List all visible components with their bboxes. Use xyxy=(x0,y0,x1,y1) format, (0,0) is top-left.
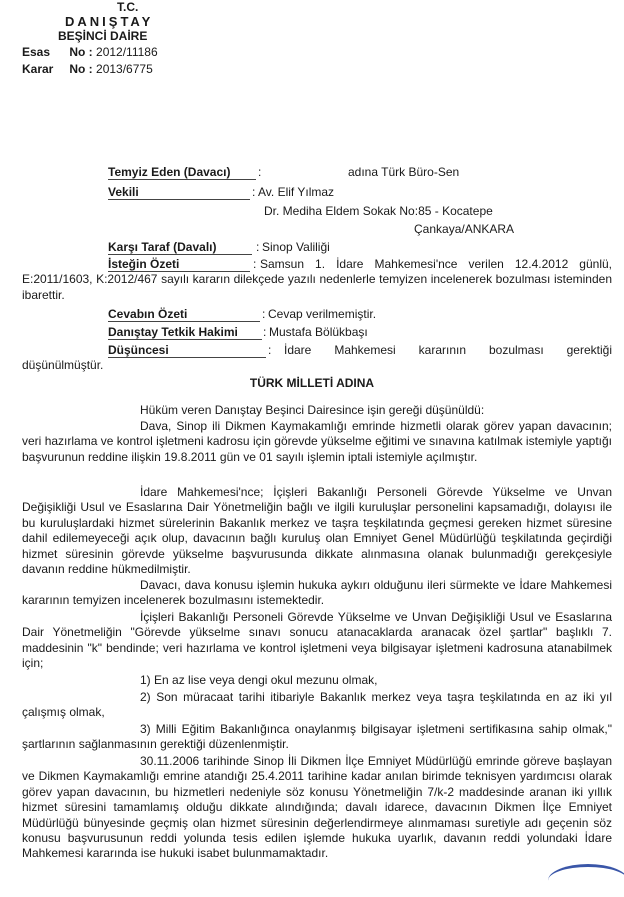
body-paragraph: 1) En az lise veya dengi okul mezunu olmak, xyxy=(140,673,378,687)
karsi-taraf-label: Karşı Taraf (Davalı) xyxy=(108,240,252,255)
karsi-taraf-value: Sinop Valiliği xyxy=(262,240,330,254)
case-esas xyxy=(22,45,158,59)
header-institution: DANIŞTAY xyxy=(65,14,154,29)
esas-label: Esas xyxy=(22,45,51,59)
colon: : xyxy=(258,165,262,179)
case-karar xyxy=(22,62,153,76)
colon: : xyxy=(263,325,267,339)
header-tc: T.C. xyxy=(117,0,139,14)
header-department: BEŞİNCİ DAİRE xyxy=(58,29,148,43)
cevabin-ozeti-label: Cevabın Özeti xyxy=(108,307,260,322)
body-paragraph: İdare Mahkemesi'nce; İçişleri Bakanlığı Personeli Görevde Yükselme ve Unvan Değişikliği Usul ve Esaslarına Dair Yönetmeliğin bağlı ve ilgili kuruluşlar personelini kapsamadığı, dolayısı ile bu kuruluşlardaki hizmet sürelerinin Bakanlık merkez ve taşra teşkilatında geçmesi gereken hizmet süresine dahil edilemeyeceği açık olup, davacının bağlı kuruluş olan Emniyet Genel Müdürlüğü teşkilatında geçirdiği hizmet süresinin görevde yükselme başvurusunda dikkate alınmasına olanak bulunmadığı gerekçesiyle davanın reddine hükmedilmiştir. xyxy=(22,485,612,577)
body-paragraph: 30.11.2006 tarihinde Sinop İli Dikmen İlçe Emniyet Müdürlüğü emrinde göreve başlayan ve Dikmen Kaymakamlığı emrine atandığı 25.4.2011 tarihine kadar anılan birimde teknisyen yardımcısı olarak görev yapan davacının, bu hizmetleri nedeniyle söz konusu Yönetmeliğin 7/k-2 maddesinde aranan iki yıllık hizmet süresini tamamlamış olduğu dikkate alındığında; davalı idarece, davacının Dikmen İlçe Emniyet Müdürlüğü bünyesinde geçmiş olan hizmet süresinin değerlendirmeye alınmaması suretiyle adı geçenin söz konusu başvurusunun reddi yolunda tesis edilen işlemde hukuka uyarlık, davanın reddi yolundaki İdare Mahkemesi kararında ise hukuki isabet bulunmamaktadır. xyxy=(22,754,612,861)
body-paragraph: 2) Son müracaat tarihi itibariyle Bakanlık merkez veya taşra teşkilatında en az iki yıl çalışmış olmak, xyxy=(22,690,612,720)
dusuncesi-text: İdare Mahkemesi kararının bozulması gerektiği düşünülmüştür. xyxy=(22,343,612,373)
colon: : xyxy=(253,257,257,271)
body-paragraph: Davacı, dava konusu işlemin hukuka aykırı olduğunu ileri sürmekte ve İdare Mahkemesi kararının temyizen incelenerek bozulmasını istemektedir. xyxy=(22,578,612,608)
karar-value: 2013/6775 xyxy=(96,62,153,76)
colon: : xyxy=(262,307,266,321)
karar-no-label: No : xyxy=(69,62,93,76)
body-paragraph: İçişleri Bakanlığı Personeli Görevde Yükselme ve Unvan Değişikliği Usul ve Esaslarına Dair Yönetmeliğin "Görevde yükselme sınavı sonucu atanacaklarda aranacak özel şartlar" başlıklı 7. maddesinin "k" bendinde; veri hazırlama ve kontrol işletmeni veya bilgisayar işletmeni kadrosuna atanabilmek için; xyxy=(22,610,612,671)
colon: : xyxy=(268,343,272,357)
address-line-2: Çankaya/ANKARA xyxy=(414,222,515,236)
tetkik-hakimi-value: Mustafa Bölükbaşı xyxy=(269,325,368,339)
body-paragraph: 3) Milli Eğitim Bakanlığınca onaylanmış bilgisayar işletmeni sertifikasına sahip olmak," şartlarının sağlanmasının gerektiği düzenlenmiştir. xyxy=(22,722,612,752)
tetkik-hakimi-label: Danıştay Tetkik Hakimi xyxy=(108,325,262,340)
colon: : xyxy=(256,240,260,254)
body-paragraph: Hüküm veren Danıştay Beşinci Dairesince işin gereği düşünüldü: xyxy=(140,403,485,417)
vekili-label: Vekili xyxy=(108,185,250,200)
address-line-1: Dr. Mediha Eldem Sokak No:85 - Kocatepe xyxy=(264,204,493,218)
vekili-value: Av. Elif Yılmaz xyxy=(258,185,335,199)
body-paragraph: Dava, Sinop ili Dikmen Kaymakamlığı emrinde hizmetli olarak görev yapan davacının; veri hazırlama ve kontrol işletmeni kadrosu için görevde yükselme eğitimi ve sınavına katılmak istemiyle yaptığı başvurunun reddine ilişkin 19.8.2011 gün ve 01 sayılı işlemin iptali istemiyle açılmıştır. xyxy=(22,419,612,464)
cevabin-ozeti-value: Cevap verilmemiştir. xyxy=(268,307,377,321)
temyiz-eden-value: adına Türk Büro-Sen xyxy=(348,165,460,179)
karar-label: Karar xyxy=(22,62,54,76)
esas-value: 2012/11186 xyxy=(96,45,158,59)
temyiz-eden-label: Temyiz Eden (Davacı) xyxy=(108,165,256,180)
stamp-seal-icon xyxy=(548,864,624,897)
esas-no-label: No : xyxy=(69,45,93,59)
istegin-ozeti-label: İsteğin Özeti xyxy=(108,257,250,272)
istegin-ozeti-text: Samsun 1. İdare Mahkemesi'nce verilen 12.4.2012 günlü, E:2011/1603, K:2012/467 sayılı kararın dilekçede yazılı nedenlerle temyizen incelenerek bozulması isteminden ibarettir. xyxy=(22,257,612,302)
colon: : xyxy=(252,185,256,199)
dusuncesi-label: Düşüncesi xyxy=(108,343,266,358)
decision-heading: TÜRK MİLLETİ ADINA xyxy=(249,376,375,390)
